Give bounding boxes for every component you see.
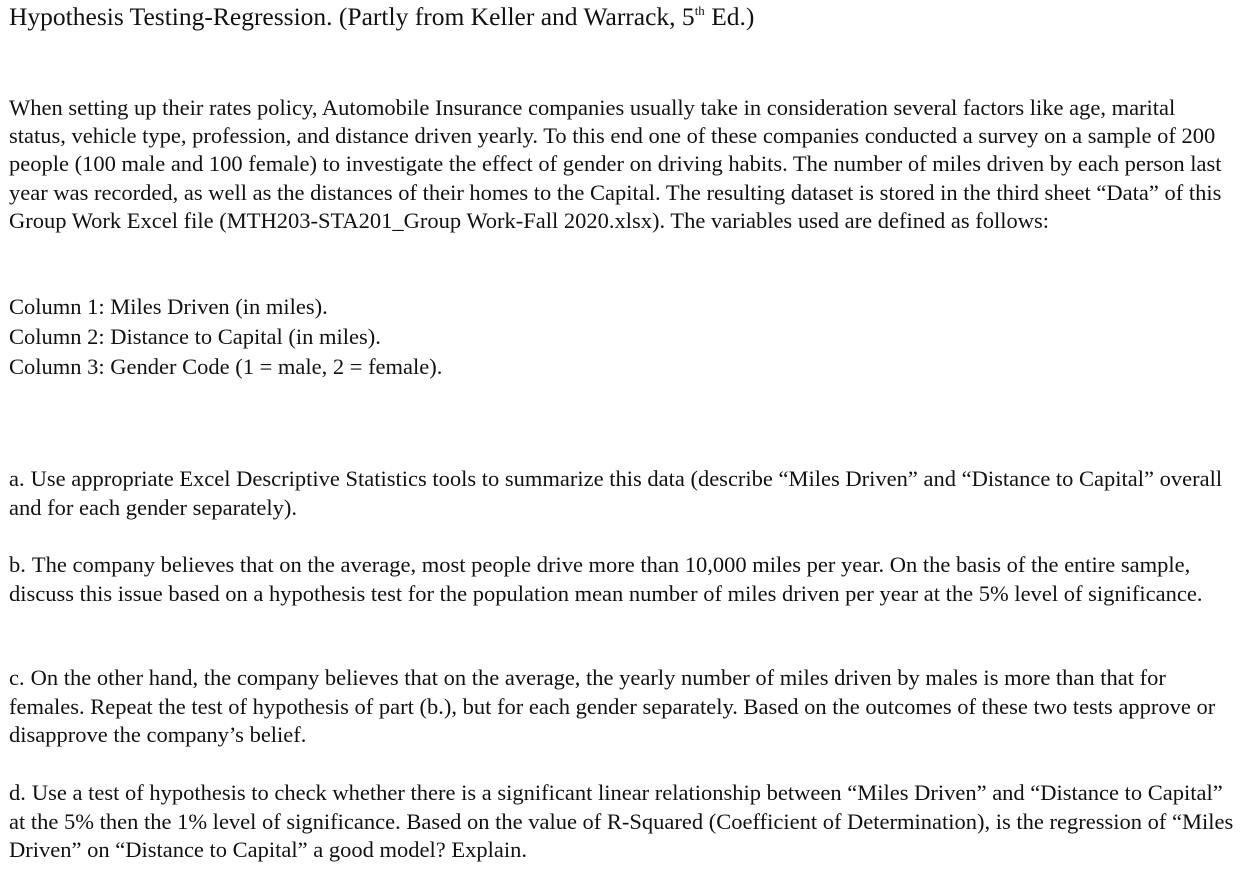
question-a <box>9 465 1234 522</box>
question-d-letter: d. <box>9 780 26 805</box>
question-b-letter: b. <box>9 552 26 577</box>
intro-paragraph: When setting up their rates policy, Automobile Insurance companies usually take in consideration several factors like age, marital status, vehicle type, profession, and distance driven yearly. To this end one of these companies conducted a survey on a sample of 200 people (100 male and 100 female) to investigate the effect of gender on driving habits. The number of miles driven by each person last year was recorded, as well as the distances of their homes to the Capital. The resulting dataset is stored in the third sheet “Data” of this Group Work Excel file (MTH203-STA201_Group Work-Fall 2020.xlsx). The variables used are defined as follows: <box>9 95 1222 233</box>
question-b-text: The company believes that on the average, most people drive more than 10,000 miles per year. On the basis of the entire sample, discuss this issue based on a hypothesis test for the population mean number of miles driven per year at the 5% level of significance. <box>9 552 1203 606</box>
title-superscript: th <box>694 3 705 18</box>
document-title <box>9 2 754 32</box>
column-definition-1: Column 1: Miles Driven (in miles). <box>9 294 328 319</box>
question-d-text: Use a test of hypothesis to check whether there is a significant linear relationship between “Miles Driven” and “Distance to Capital” at the 5% then the 1% level of significance. Based on the value of R-Squared (Coefficient of Determination), is the regression of “Miles Driven” on “Distance to Capital” a good model? Explain. <box>9 780 1234 863</box>
question-c-letter: c. <box>9 665 25 690</box>
title-end: Ed.) <box>704 2 755 31</box>
column-definition-3: Column 3: Gender Code (1 = male, 2 = female). <box>9 354 443 379</box>
question-d <box>9 779 1234 865</box>
question-c <box>9 664 1234 750</box>
question-b <box>9 551 1234 608</box>
title-main: Hypothesis Testing-Regression. (Partly from Keller and Warrack, 5 <box>9 2 695 31</box>
question-c-text: On the other hand, the company believes that on the average, the yearly number of miles driven by males is more than that for females. Repeat the test of hypothesis of part (b.), but for each gender separately. Based on the outcomes of these two tests approve or disapprove the company’s belief. <box>9 665 1216 748</box>
column-definitions <box>9 292 442 382</box>
question-a-letter: a. <box>9 466 25 491</box>
question-a-text: Use appropriate Excel Descriptive Statistics tools to summarize this data (describe “Miles Driven” and “Distance to Capital” overall and for each gender separately). <box>9 466 1223 520</box>
column-definition-2: Column 2: Distance to Capital (in miles). <box>9 324 381 349</box>
